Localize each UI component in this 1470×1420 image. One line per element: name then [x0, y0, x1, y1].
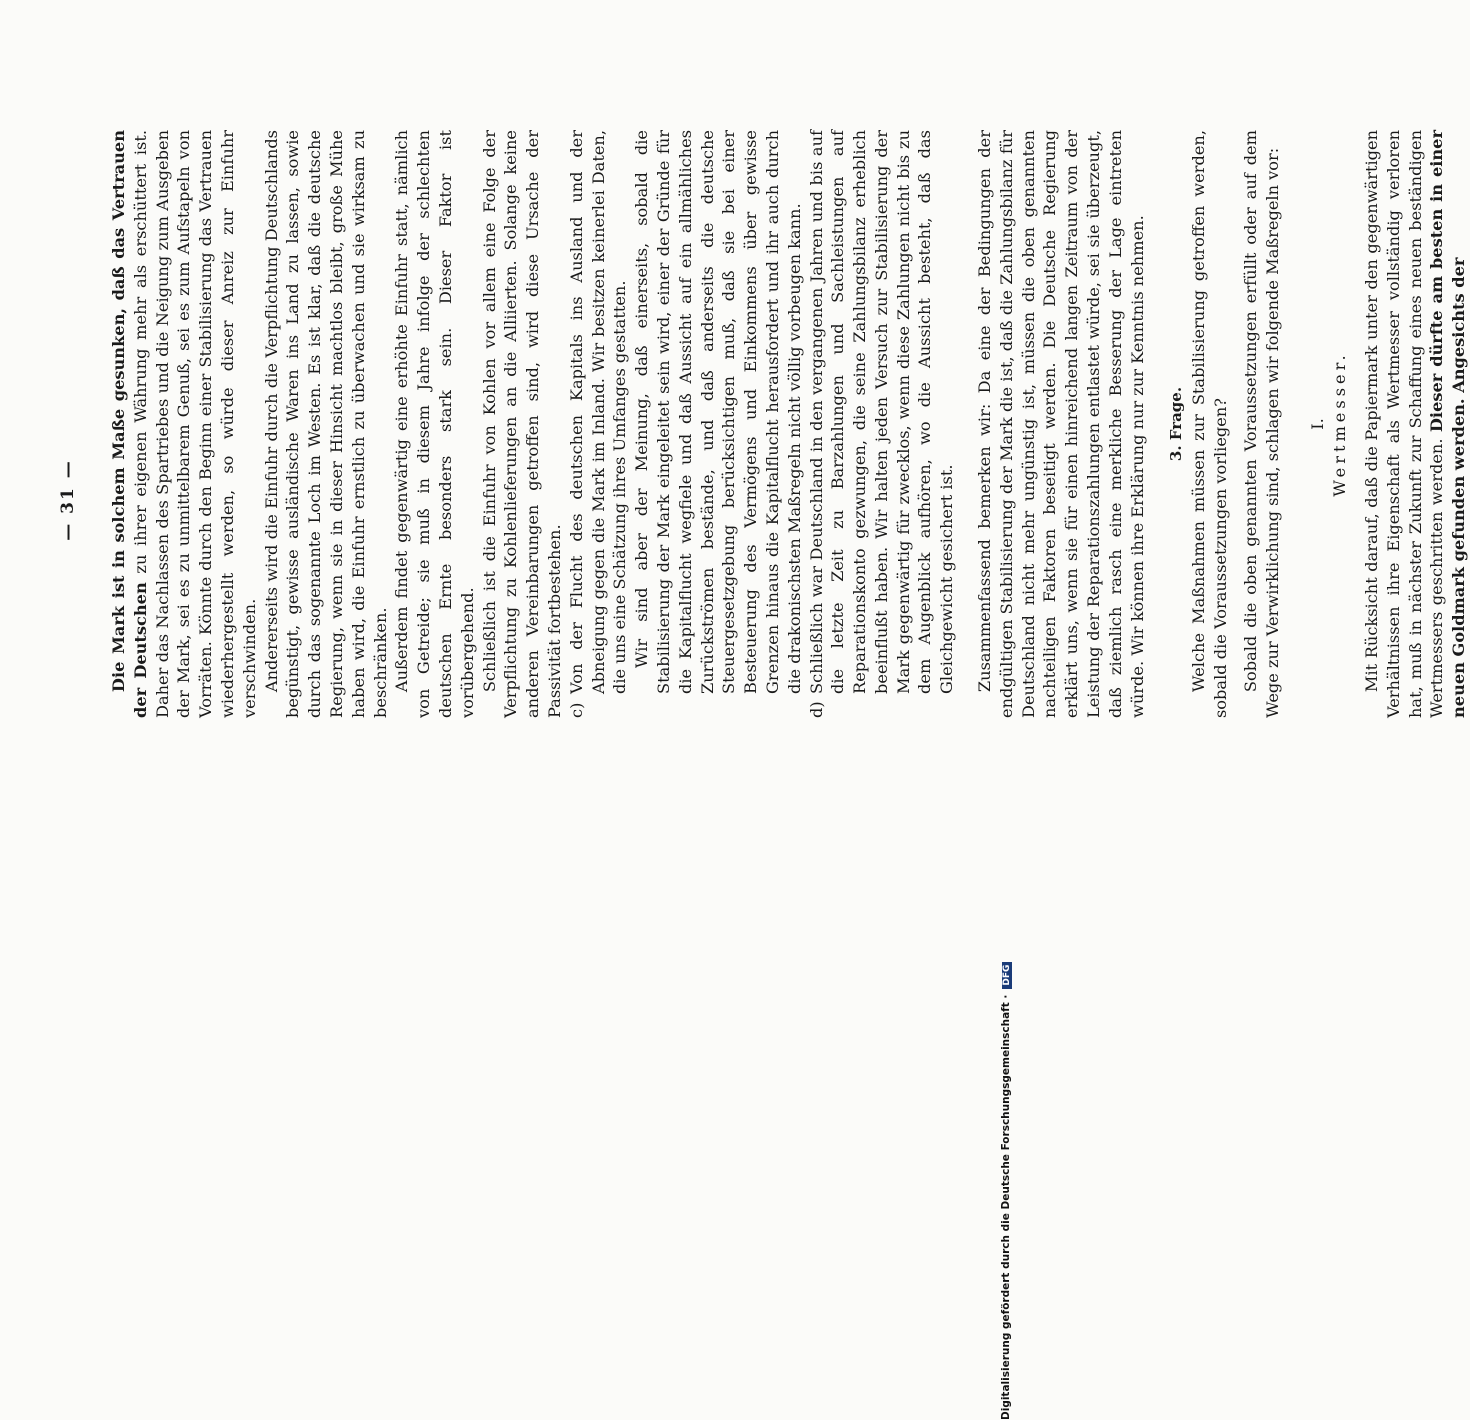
watermark-text: Digitalisierung gefördert durch die Deutsche Forschungsgemeinschaft · — [1000, 994, 1012, 1420]
text-column — [108, 130, 1470, 718]
item-text: Schließlich war Deutschland in den vergangenen Jahren und bis auf die letzte Zeit zu Barzahlungen und Sachleistungen auf Reparationskonto gezwungen, die seine Zahlungsbilanz erheblich beeinflußt haben. Wir halten jeden Versuch zur Stabilisierung der Mark gegenwärtig für zwecklos, wenn diese Zahlungen nicht bis zu dem Augenblick aufhören, wo die Aussicht besteht, daß das Gleichgewicht gesichert ist. — [806, 130, 957, 694]
section-title: Wertmesser. — [1330, 351, 1350, 497]
section-number: I. — [1308, 418, 1328, 430]
item-label: c) — [566, 702, 586, 718]
item-text: Von der Flucht des deutschen Kapitals ins Ausland und der Abneigung gegen die Mark im Inland. Wir besitzen keinerlei Daten, die uns eine Schätzung ihres Umfanges gestatten. — [566, 130, 630, 694]
paragraph-mark — [108, 130, 261, 718]
page-number: — 31 — — [58, 459, 78, 541]
paragraph-einfuhr: Andererseits wird die Einfuhr durch die Verpflichtung Deutschlands begünstigt, gewisse ausländische Waren ins Land zu lassen, sowie durch das sogenannte Loch im Westen. Es ist klar, daß die deutsche Regierung, wenn sie in dieser Hinsicht machtlos bleibt, große Mühe haben wird, die Einfuhr ernstlich zu überwachen und sie wirksam zu beschränken. — [261, 130, 390, 718]
dfg-logo: DFG — [1002, 962, 1012, 989]
paragraph-getreide: Außerdem findet gegenwärtig eine erhöhte Einfuhr statt, nämlich von Getreide; sie muß in diesem Jahre infolge der schlechten deutschen Ernte besonders stark sein. Dieser Faktor ist vorübergehend. — [392, 130, 477, 718]
question-heading: 3. Frage. — [1167, 386, 1186, 462]
item-label: d) — [806, 701, 826, 718]
paragraph-wertmesser — [1361, 130, 1470, 718]
dfg-watermark — [1000, 120, 1016, 1420]
list-item-d — [806, 130, 959, 718]
paragraph-text: Mit Rücksicht darauf, daß die Papiermark unter den gegenwärtigen Verhältnissen ihre Eigenschaft als Wertmesser vollständig verloren hat, muß in nächster Zukunft zur Schaffung eines neuen beständigen Wertmessers geschritten werden. — [1362, 130, 1447, 718]
summary-paragraph: Zusammenfassend bemerken wir: Da eine der Bedingungen der endgültigen Stabilisierung der Mark die ist, daß die Zahlungsbilanz für Deutschland nicht mehr ungünstig ist, müssen die oben genannten nachteiligen Faktoren beseitigt werden. Die Deutsche Regierung erklärt uns, wenn sie für einen hinreichend langen Zeitraum von der Leistung der Reparationszahlungen entlastet würde, sei sie überzeugt, daß ziemlich rasch eine merkliche Besserung der Lage eintreten würde. Wir können ihre Erklärung nur zur Kenntnis nehmen. — [975, 130, 1147, 718]
item-continuation: Wir sind aber der Meinung, daß einerseits, sobald die Stabilisierung der Mark eingeleitet sein wird, einer der Gründe für die Kapitalflucht wegfiele und daß Aussicht auf ein allmähliches Zurückströmen bestände, und daß anderseits die deutsche Steuergesetzgebung berücksichtigen muß, daß sie bei einer Besteuerung des Vermögens und Einkommens über gewisse Grenzen hinaus die Kapitalflucht herausfordert und ihr auch durch die drakonischsten Maßregeln nicht völlig vorbeugen kann. — [632, 130, 804, 694]
paragraph-kohlen: Schließlich ist die Einfuhr von Kohlen vor allem eine Folge der Verpflichtung zu Kohlenlieferungen an die Alliierten. Solange keine anderen Vereinbarungen getroffen sind, wird diese Ursache der Passivität fortbestehen. — [479, 130, 564, 718]
paragraph-text: zu ihrer eigenen Währung mehr als erschüttert ist. Daher das Nachlassen des Spartriebes und die Neigung zum Ausgeben der Mark, sei es zu unmittelbarem Genuß, sei es zum Aufstapeln von Vorräten. Könnte durch den Beginn einer Stabilisierung das Vertrauen wiederhergestellt werden, so würde dieser Anreiz zur Einfuhr verschwinden. — [130, 130, 259, 718]
list-item-c — [566, 130, 806, 718]
question-text: Welche Maßnahmen müssen zur Stabilisierung getroffen werden, sobald die Voraussetzungen vorliegen? — [1189, 130, 1231, 718]
emphasis: Dieser dürfte am besten in einer neuen Goldmark gefunden werden. Angesichts der — [1427, 130, 1469, 718]
answer-text: Sobald die oben genannten Voraussetzungen erfüllt oder auf dem Wege zur Verwirklichung sind, schlagen wir folgende Maßregeln vor: — [1240, 130, 1282, 718]
emphasis: Die Mark ist in solchem Maße gesunken, daß das Vertrauen der Deutschen — [109, 130, 150, 718]
